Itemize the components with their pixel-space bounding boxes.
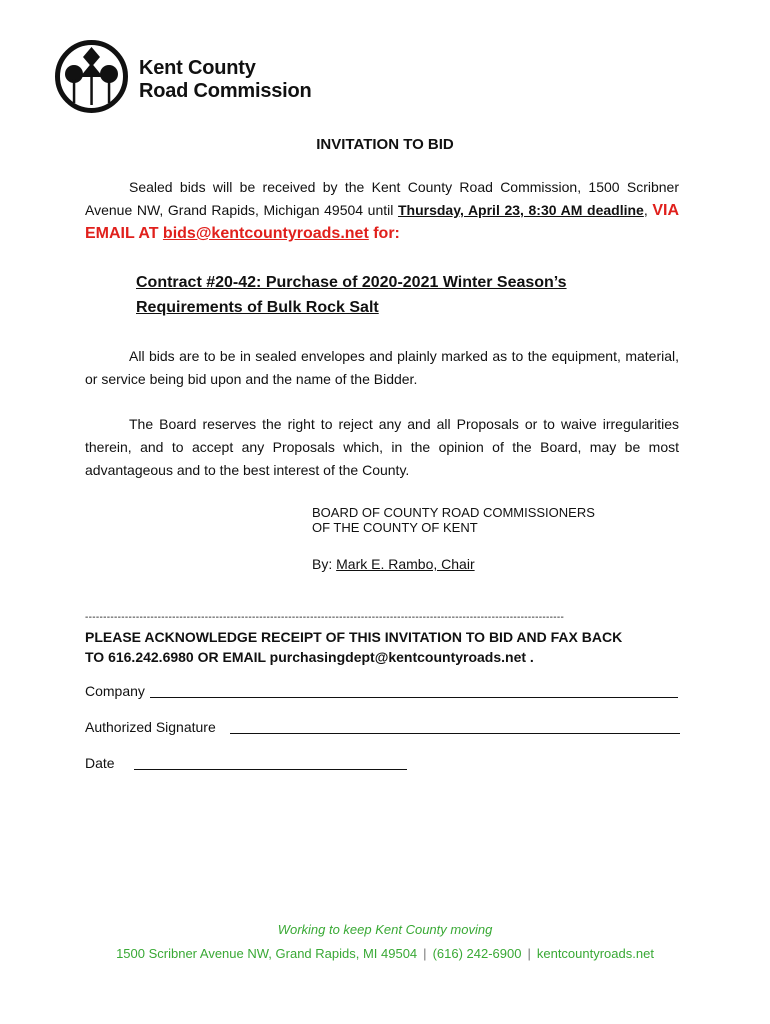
signature-input-line[interactable] — [230, 733, 680, 734]
board-name-block — [312, 505, 595, 535]
ack-line1: PLEASE ACKNOWLEDGE RECEIPT OF THIS INVITATION TO BID AND FAX BACK — [85, 629, 623, 645]
contract-heading — [136, 270, 567, 320]
via-email-label: VIA EMAIL AT — [85, 202, 680, 242]
org-name-line1: Kent County — [139, 57, 256, 79]
bid-deadline: Thursday, April 23, 8:30 AM deadline — [397, 202, 644, 218]
org-name-line2: Road Commission — [139, 80, 312, 102]
footer-phone: (616) 242-6900 — [432, 946, 522, 961]
for-label: for: — [368, 225, 400, 242]
kent-county-road-commission-logo — [54, 39, 129, 114]
board-line2: OF THE COUNTY OF KENT — [312, 520, 478, 535]
signed-by — [312, 557, 475, 572]
bids-email-link[interactable]: bids@kentcountyroads.net — [162, 225, 369, 242]
intro-comma: , — [643, 202, 648, 218]
org-name — [139, 57, 312, 103]
footer-separator: | — [527, 946, 531, 961]
document-title: INVITATION TO BID — [316, 136, 454, 153]
ack-line2: TO 616.242.6980 OR EMAIL purchasingdept@kentcountyroads.net . — [85, 649, 534, 665]
footer-contact — [0, 946, 770, 961]
contract-line2: Requirements of Bulk Rock Salt — [136, 299, 379, 316]
intro-text: Sealed bids will be received by the Kent County Road Commission, 1500 Scribner Avenue NW, Grand Rapids, Michigan 49504 until — [85, 179, 679, 218]
board-line1: BOARD OF COUNTY ROAD COMMISSIONERS — [312, 505, 595, 520]
contract-line1: Contract #20-42: Purchase of 2020-2021 Winter Season’s — [136, 274, 567, 291]
para3-text: The Board reserves the right to reject any and all Proposals or to waive irregularities therein, and to accept any Proposals which, in the opinion of the Board, may be most advantageous and to the best interest of the County. — [85, 416, 679, 478]
dashed-divider: ------------------------------------------------------------------------------------------------------------------------------------ — [85, 612, 565, 623]
footer-address: 1500 Scribner Avenue NW, Grand Rapids, MI 49504 — [116, 946, 418, 961]
by-label: By: — [312, 556, 337, 572]
date-label: Date — [85, 755, 115, 771]
footer-website[interactable]: kentcountyroads.net — [536, 946, 654, 961]
date-input-line[interactable] — [134, 769, 407, 770]
company-input-line[interactable] — [150, 697, 678, 698]
footer-slogan: Working to keep Kent County moving — [277, 922, 493, 937]
sealed-envelopes-paragraph — [85, 345, 679, 391]
signature-label: Authorized Signature — [85, 719, 216, 735]
para2-text: All bids are to be in sealed envelopes and plainly marked as to the equipment, material, or service being bid upon and the name of the Bidder. — [85, 348, 679, 387]
intro-paragraph — [85, 176, 679, 245]
footer-separator: | — [423, 946, 427, 961]
company-label: Company — [85, 683, 145, 699]
board-rights-paragraph — [85, 413, 679, 482]
acknowledge-notice — [85, 627, 685, 667]
chair-name: Mark E. Rambo, Chair — [336, 556, 475, 572]
